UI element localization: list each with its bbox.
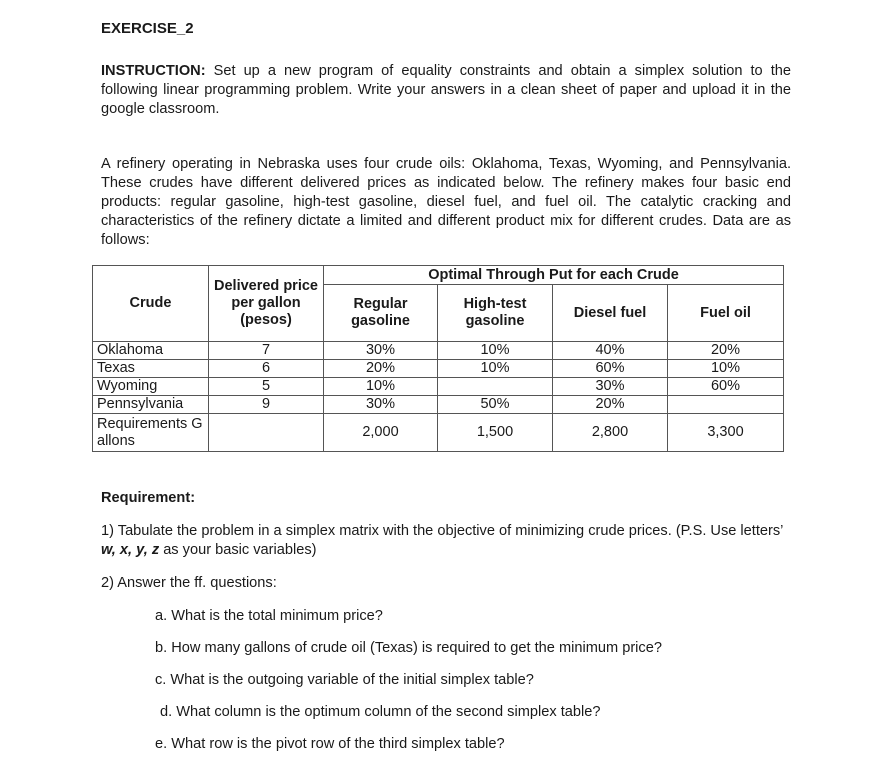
basic-variables: w, x, y, z bbox=[101, 542, 160, 558]
instruction-text: Set up a new program of equality constraints and obtain a simplex solution to the following linear programming problem. Write your answers in a clean sheet of paper and upload it in the google classroom. bbox=[101, 63, 791, 117]
problem-description: A refinery operating in Nebraska uses four crude oils: Oklahoma, Texas, Wyoming, and Pennsylvania. These crudes have different delivered prices as indicated below. The refinery makes four basic end products: regular gasoline, high-test gasoline, diesel fuel, and fuel oil. The catalytic cracking and characteristics of the refinery dictate a limited and different product mix for different crudes. Data are as follows: bbox=[101, 156, 791, 248]
cell-diesel: 2,800 bbox=[553, 414, 668, 452]
crude-data-table bbox=[92, 265, 784, 452]
cell-crude: Wyoming bbox=[93, 378, 209, 396]
question-d: d. What column is the optimum column of the second simplex table? bbox=[160, 704, 601, 720]
page-title: EXERCISE_2 bbox=[101, 20, 194, 37]
requirement-item-1-tail: as your basic variables) bbox=[159, 542, 317, 558]
cell-regular: 30% bbox=[324, 396, 438, 414]
cell-fueloil: 60% bbox=[668, 378, 784, 396]
table-row bbox=[93, 378, 784, 396]
header-hightest: High-test gasoline bbox=[438, 285, 553, 342]
header-price: Delivered price per gallon (pesos) bbox=[209, 266, 324, 342]
cell-hightest bbox=[438, 378, 553, 396]
cell-diesel: 20% bbox=[553, 396, 668, 414]
question-b: b. How many gallons of crude oil (Texas) is required to get the minimum price? bbox=[155, 640, 662, 656]
cell-hightest: 10% bbox=[438, 360, 553, 378]
question-c: c. What is the outgoing variable of the initial simplex table? bbox=[155, 672, 534, 688]
requirement-item-1-text: 1) Tabulate the problem in a simplex matrix with the objective of minimizing crude prices. (P.S. Use letters’ bbox=[101, 523, 783, 539]
cell-regular: 2,000 bbox=[324, 414, 438, 452]
table-row-requirements bbox=[93, 414, 784, 452]
cell-regular: 20% bbox=[324, 360, 438, 378]
table-row bbox=[93, 360, 784, 378]
header-diesel: Diesel fuel bbox=[553, 285, 668, 342]
cell-crude: Pennsylvania bbox=[93, 396, 209, 414]
cell-fueloil: 10% bbox=[668, 360, 784, 378]
header-optimal-throughput: Optimal Through Put for each Crude bbox=[324, 266, 784, 285]
cell-price: 6 bbox=[209, 360, 324, 378]
cell-hightest: 50% bbox=[438, 396, 553, 414]
header-fueloil: Fuel oil bbox=[668, 285, 784, 342]
header-crude: Crude bbox=[93, 266, 209, 342]
cell-hightest: 1,500 bbox=[438, 414, 553, 452]
cell-crude: Requirements Gallons bbox=[93, 414, 209, 452]
cell-price: 7 bbox=[209, 342, 324, 360]
requirement-item-1 bbox=[101, 522, 791, 560]
instruction-label: INSTRUCTION: bbox=[101, 63, 206, 79]
cell-crude: Oklahoma bbox=[93, 342, 209, 360]
cell-hightest: 10% bbox=[438, 342, 553, 360]
cell-price: 9 bbox=[209, 396, 324, 414]
cell-diesel: 30% bbox=[553, 378, 668, 396]
table-row bbox=[93, 396, 784, 414]
requirement-item-2: 2) Answer the ff. questions: bbox=[101, 575, 277, 591]
cell-regular: 30% bbox=[324, 342, 438, 360]
cell-fueloil: 20% bbox=[668, 342, 784, 360]
cell-price bbox=[209, 414, 324, 452]
instruction-paragraph bbox=[101, 62, 791, 119]
table-row bbox=[93, 342, 784, 360]
cell-regular: 10% bbox=[324, 378, 438, 396]
question-a: a. What is the total minimum price? bbox=[155, 608, 383, 624]
cell-price: 5 bbox=[209, 378, 324, 396]
header-regular: Regular gasoline bbox=[324, 285, 438, 342]
cell-diesel: 60% bbox=[553, 360, 668, 378]
cell-diesel: 40% bbox=[553, 342, 668, 360]
cell-fueloil: 3,300 bbox=[668, 414, 784, 452]
requirement-heading: Requirement: bbox=[101, 490, 196, 506]
cell-crude: Texas bbox=[93, 360, 209, 378]
question-e: e. What row is the pivot row of the third simplex table? bbox=[155, 736, 505, 752]
cell-fueloil bbox=[668, 396, 784, 414]
